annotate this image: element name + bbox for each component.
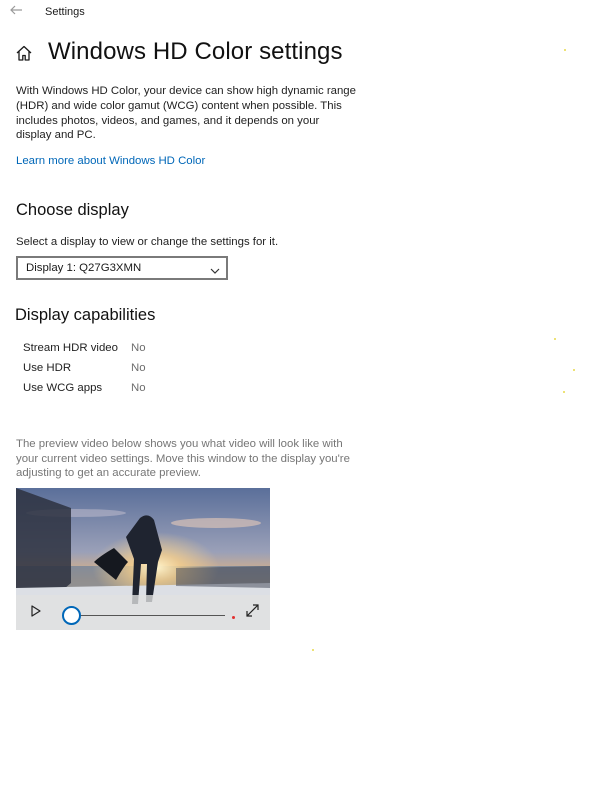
display-dropdown[interactable]: [16, 256, 228, 280]
preview-video[interactable]: [16, 488, 270, 630]
page-title: Windows HD Color settings: [48, 38, 343, 65]
expand-icon[interactable]: [245, 603, 260, 618]
video-controls: [16, 595, 270, 630]
recording-indicator: [232, 616, 235, 619]
display-capabilities-heading: Display capabilities: [15, 306, 156, 324]
back-arrow-icon[interactable]: [9, 3, 25, 19]
decorative-speck: [563, 391, 565, 393]
capability-value: No: [131, 342, 146, 354]
display-dropdown-value: Display 1: Q27G3XMN: [26, 262, 142, 274]
capability-label: Use WCG apps: [23, 382, 103, 394]
capability-value: No: [131, 382, 146, 394]
capability-label: Use HDR: [23, 362, 72, 374]
hd-color-description: With Windows HD Color, your device can show high dynamic range (HDR) and wide color gamut (WCG) content when possible. This includes photos, videos, and games, and it depends on your display and PC.: [16, 85, 356, 142]
decorative-speck: [554, 338, 556, 340]
capability-value: No: [131, 362, 146, 374]
home-icon[interactable]: [15, 44, 33, 62]
learn-more-link[interactable]: Learn more about Windows HD Color: [16, 155, 206, 167]
seek-track[interactable]: [71, 615, 225, 616]
choose-display-label: Select a display to view or change the settings for it.: [16, 236, 279, 248]
decorative-speck: [573, 369, 575, 371]
title-bar: [0, 0, 611, 26]
seek-thumb[interactable]: [62, 606, 81, 625]
chevron-down-icon: [210, 263, 220, 273]
play-icon[interactable]: [30, 604, 42, 618]
choose-display-heading: Choose display: [16, 201, 129, 219]
preview-description: The preview video below shows you what video will look like with your current video settings. Move this window to the display you're adjusting to get an accurate preview.: [16, 438, 350, 480]
window-title: Settings: [45, 6, 85, 18]
decorative-speck: [564, 49, 566, 51]
capability-label: Stream HDR video: [23, 342, 118, 354]
decorative-speck: [312, 649, 314, 651]
